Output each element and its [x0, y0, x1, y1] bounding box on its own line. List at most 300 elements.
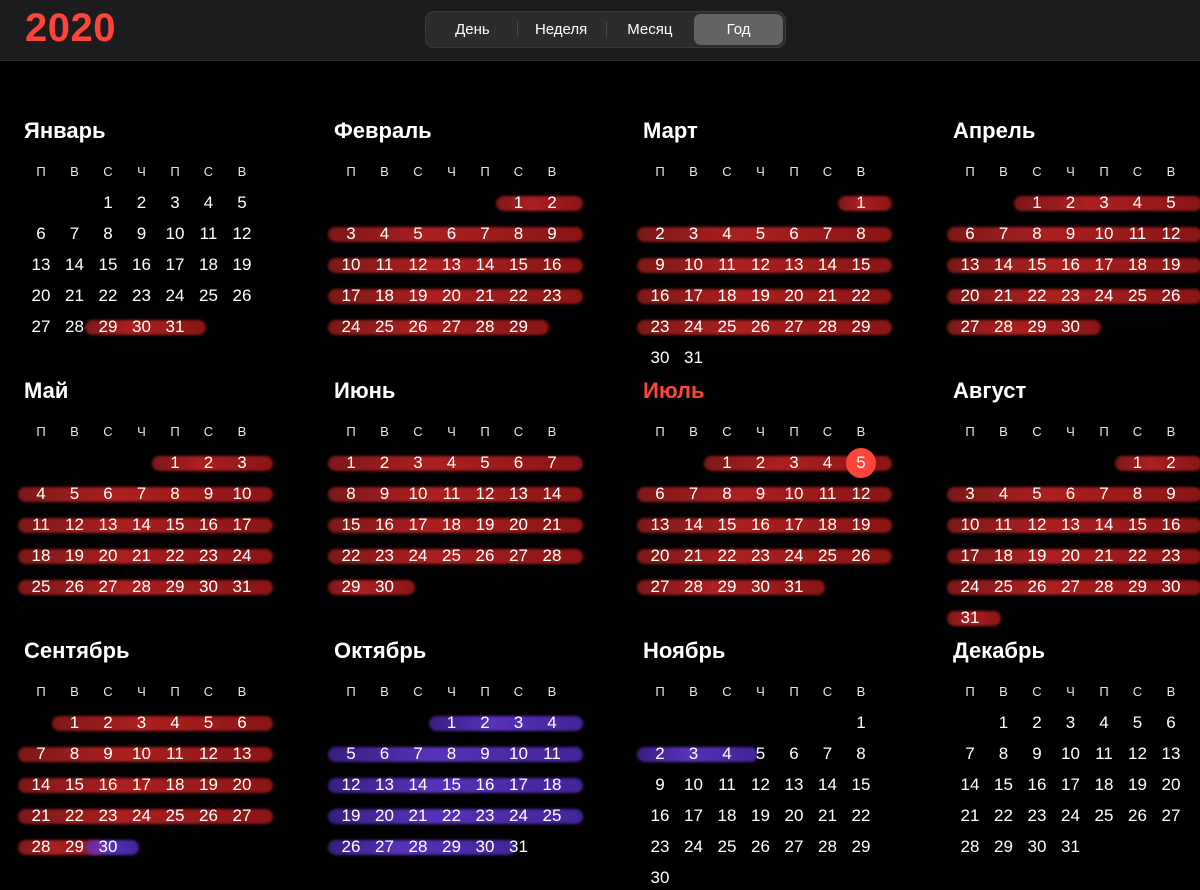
day-cell[interactable]: 7 [468, 223, 502, 245]
day-cell[interactable]: 9 [744, 483, 778, 505]
day-cell[interactable]: 22 [435, 805, 469, 827]
day-cell[interactable]: 22 [502, 285, 536, 307]
day-cell[interactable]: 7 [677, 483, 711, 505]
day-cell[interactable]: 14 [811, 254, 845, 276]
day-cell[interactable]: 3 [158, 192, 192, 214]
day-cell[interactable]: 26 [225, 285, 259, 307]
day-cell[interactable]: 9 [91, 743, 125, 765]
day-cell[interactable]: 8 [435, 743, 469, 765]
day-cell[interactable]: 19 [468, 514, 502, 536]
day-cell[interactable]: 13 [368, 774, 402, 796]
day-cell[interactable]: 28 [401, 836, 435, 858]
day-cell[interactable]: 18 [192, 254, 226, 276]
day-cell[interactable]: 25 [710, 316, 744, 338]
day-cell[interactable]: 27 [777, 316, 811, 338]
day-cell[interactable]: 28 [58, 316, 92, 338]
day-cell[interactable]: 28 [1087, 576, 1121, 598]
day-cell[interactable]: 19 [1121, 774, 1155, 796]
day-cell[interactable]: 16 [643, 285, 677, 307]
day-cell[interactable]: 24 [125, 805, 159, 827]
day-cell[interactable]: 22 [844, 805, 878, 827]
day-cell[interactable]: 1 [1121, 452, 1155, 474]
day-cell[interactable]: 1 [710, 452, 744, 474]
day-cell[interactable]: 5 [192, 712, 226, 734]
day-cell[interactable]: 11 [1121, 223, 1155, 245]
day-cell[interactable]: 19 [1154, 254, 1188, 276]
day-cell[interactable]: 17 [502, 774, 536, 796]
day-cell[interactable]: 22 [58, 805, 92, 827]
day-cell[interactable]: 28 [953, 836, 987, 858]
day-cell[interactable]: 30 [192, 576, 226, 598]
day-cell[interactable]: 5 [1154, 192, 1188, 214]
day-cell[interactable]: 12 [334, 774, 368, 796]
day-cell[interactable]: 30 [1020, 836, 1054, 858]
day-cell[interactable]: 1 [158, 452, 192, 474]
day-cell[interactable]: 28 [468, 316, 502, 338]
day-cell[interactable]: 18 [710, 285, 744, 307]
day-cell[interactable]: 17 [334, 285, 368, 307]
view-month-button[interactable]: Месяц [606, 14, 695, 45]
day-cell[interactable]: 16 [91, 774, 125, 796]
month-name[interactable]: Июнь [334, 378, 395, 404]
day-cell[interactable]: 9 [1154, 483, 1188, 505]
day-cell[interactable]: 28 [535, 545, 569, 567]
day-cell[interactable]: 25 [24, 576, 58, 598]
day-cell[interactable]: 6 [1154, 712, 1188, 734]
day-cell[interactable]: 7 [535, 452, 569, 474]
day-cell[interactable]: 31 [677, 347, 711, 369]
day-cell[interactable]: 14 [677, 514, 711, 536]
day-cell[interactable]: 2 [1154, 452, 1188, 474]
day-cell[interactable]: 7 [125, 483, 159, 505]
day-cell[interactable]: 25 [1087, 805, 1121, 827]
day-cell[interactable]: 29 [844, 316, 878, 338]
day-cell[interactable]: 15 [158, 514, 192, 536]
day-cell[interactable]: 5 [58, 483, 92, 505]
day-cell[interactable]: 16 [125, 254, 159, 276]
day-cell[interactable]: 24 [1087, 285, 1121, 307]
day-cell[interactable]: 25 [435, 545, 469, 567]
day-cell[interactable]: 10 [158, 223, 192, 245]
day-cell[interactable]: 5 [1121, 712, 1155, 734]
day-cell[interactable]: 30 [368, 576, 402, 598]
day-cell[interactable]: 11 [1087, 743, 1121, 765]
day-cell[interactable]: 2 [643, 743, 677, 765]
day-cell[interactable]: 14 [58, 254, 92, 276]
day-cell[interactable]: 15 [710, 514, 744, 536]
day-cell[interactable]: 22 [844, 285, 878, 307]
day-cell[interactable]: 11 [435, 483, 469, 505]
day-cell[interactable]: 22 [710, 545, 744, 567]
day-cell[interactable]: 27 [225, 805, 259, 827]
day-cell[interactable]: 23 [468, 805, 502, 827]
day-cell[interactable]: 2 [643, 223, 677, 245]
day-cell[interactable]: 30 [91, 836, 125, 858]
day-cell[interactable]: 8 [1121, 483, 1155, 505]
day-cell[interactable]: 3 [777, 452, 811, 474]
day-cell[interactable]: 5 [744, 223, 778, 245]
day-cell[interactable]: 24 [502, 805, 536, 827]
day-cell[interactable]: 20 [643, 545, 677, 567]
day-cell[interactable]: 1 [435, 712, 469, 734]
day-cell[interactable]: 22 [334, 545, 368, 567]
day-cell[interactable]: 14 [1087, 514, 1121, 536]
day-cell[interactable]: 23 [535, 285, 569, 307]
day-cell[interactable]: 19 [58, 545, 92, 567]
day-cell[interactable]: 18 [710, 805, 744, 827]
day-cell[interactable]: 28 [677, 576, 711, 598]
day-cell[interactable]: 6 [435, 223, 469, 245]
day-cell[interactable]: 20 [1154, 774, 1188, 796]
day-cell[interactable]: 12 [844, 483, 878, 505]
day-cell[interactable]: 3 [125, 712, 159, 734]
day-cell[interactable]: 14 [125, 514, 159, 536]
day-cell[interactable]: 17 [777, 514, 811, 536]
day-cell[interactable]: 27 [24, 316, 58, 338]
day-cell[interactable]: 24 [953, 576, 987, 598]
day-cell[interactable]: 9 [1054, 223, 1088, 245]
day-cell[interactable]: 6 [368, 743, 402, 765]
day-cell[interactable]: 13 [643, 514, 677, 536]
day-cell[interactable]: 14 [987, 254, 1021, 276]
day-cell[interactable]: 9 [643, 254, 677, 276]
day-cell[interactable]: 10 [502, 743, 536, 765]
day-cell[interactable]: 8 [844, 223, 878, 245]
day-cell[interactable]: 1 [334, 452, 368, 474]
day-cell[interactable]: 17 [677, 805, 711, 827]
day-cell[interactable]: 3 [953, 483, 987, 505]
day-cell[interactable]: 29 [1121, 576, 1155, 598]
day-cell[interactable]: 12 [1121, 743, 1155, 765]
day-cell[interactable]: 31 [225, 576, 259, 598]
day-cell[interactable]: 25 [158, 805, 192, 827]
month-name[interactable]: Ноябрь [643, 638, 725, 664]
day-cell[interactable]: 24 [777, 545, 811, 567]
day-cell[interactable]: 20 [1054, 545, 1088, 567]
day-cell[interactable]: 21 [953, 805, 987, 827]
day-cell[interactable]: 2 [1054, 192, 1088, 214]
day-cell[interactable]: 28 [811, 316, 845, 338]
day-cell[interactable]: 31 [158, 316, 192, 338]
day-cell[interactable]: 3 [1087, 192, 1121, 214]
day-cell[interactable]: 8 [1020, 223, 1054, 245]
day-cell[interactable]: 25 [192, 285, 226, 307]
day-cell[interactable]: 19 [334, 805, 368, 827]
day-cell[interactable]: 11 [368, 254, 402, 276]
day-cell[interactable]: 6 [953, 223, 987, 245]
day-cell[interactable]: 28 [24, 836, 58, 858]
day-cell[interactable]: 2 [192, 452, 226, 474]
month-name[interactable]: Май [24, 378, 68, 404]
day-cell[interactable]: 13 [777, 774, 811, 796]
day-cell[interactable]: 26 [744, 316, 778, 338]
day-cell[interactable]: 25 [1121, 285, 1155, 307]
day-cell[interactable]: 19 [401, 285, 435, 307]
day-cell[interactable]: 5 [1020, 483, 1054, 505]
day-cell[interactable]: 16 [535, 254, 569, 276]
day-cell[interactable]: 25 [535, 805, 569, 827]
day-cell[interactable]: 8 [502, 223, 536, 245]
day-cell[interactable]: 6 [225, 712, 259, 734]
day-cell[interactable]: 21 [58, 285, 92, 307]
day-cell[interactable]: 18 [1121, 254, 1155, 276]
day-cell[interactable]: 17 [225, 514, 259, 536]
month-name[interactable]: Январь [24, 118, 106, 144]
day-cell[interactable]: 23 [1020, 805, 1054, 827]
day-cell[interactable]: 23 [1054, 285, 1088, 307]
day-cell[interactable]: 26 [334, 836, 368, 858]
day-cell[interactable]: 5 [334, 743, 368, 765]
day-cell[interactable]: 19 [192, 774, 226, 796]
day-cell[interactable]: 10 [125, 743, 159, 765]
day-cell[interactable]: 7 [987, 223, 1021, 245]
day-cell[interactable]: 13 [91, 514, 125, 536]
day-cell[interactable]: 4 [811, 452, 845, 474]
view-day-button[interactable]: День [428, 14, 517, 45]
day-cell[interactable]: 17 [677, 285, 711, 307]
month-name[interactable]: Сентябрь [24, 638, 130, 664]
day-cell[interactable]: 11 [158, 743, 192, 765]
day-cell[interactable]: 15 [844, 774, 878, 796]
day-cell[interactable]: 12 [225, 223, 259, 245]
day-cell[interactable]: 10 [401, 483, 435, 505]
day-cell[interactable]: 3 [677, 743, 711, 765]
day-cell[interactable]: 8 [710, 483, 744, 505]
day-cell[interactable]: 13 [1054, 514, 1088, 536]
day-cell[interactable]: 31 [777, 576, 811, 598]
day-cell[interactable]: 24 [225, 545, 259, 567]
month-name[interactable]: Апрель [953, 118, 1035, 144]
day-cell[interactable]: 26 [1020, 576, 1054, 598]
day-cell[interactable]: 1 [844, 192, 878, 214]
day-cell[interactable]: 29 [58, 836, 92, 858]
day-cell[interactable]: 20 [435, 285, 469, 307]
day-cell[interactable]: 20 [777, 285, 811, 307]
day-cell[interactable]: 15 [91, 254, 125, 276]
day-cell[interactable]: 21 [125, 545, 159, 567]
day-cell[interactable]: 11 [710, 774, 744, 796]
day-cell[interactable]: 27 [953, 316, 987, 338]
day-cell[interactable]: 12 [468, 483, 502, 505]
day-cell[interactable]: 18 [368, 285, 402, 307]
day-cell[interactable]: 21 [1087, 545, 1121, 567]
day-cell[interactable]: 30 [468, 836, 502, 858]
day-cell[interactable]: 2 [91, 712, 125, 734]
day-cell[interactable]: 29 [502, 316, 536, 338]
day-cell[interactable]: 16 [1154, 514, 1188, 536]
day-cell[interactable]: 19 [744, 285, 778, 307]
today-day-cell[interactable]: 5 [844, 452, 878, 474]
day-cell[interactable]: 3 [225, 452, 259, 474]
day-cell[interactable]: 19 [744, 805, 778, 827]
day-cell[interactable]: 21 [811, 805, 845, 827]
day-cell[interactable]: 10 [953, 514, 987, 536]
day-cell[interactable]: 30 [744, 576, 778, 598]
day-cell[interactable]: 4 [1121, 192, 1155, 214]
day-cell[interactable]: 18 [158, 774, 192, 796]
day-cell[interactable]: 27 [502, 545, 536, 567]
day-cell[interactable]: 17 [953, 545, 987, 567]
day-cell[interactable]: 23 [91, 805, 125, 827]
day-cell[interactable]: 10 [777, 483, 811, 505]
day-cell[interactable]: 15 [844, 254, 878, 276]
day-cell[interactable]: 29 [1020, 316, 1054, 338]
day-cell[interactable]: 26 [744, 836, 778, 858]
day-cell[interactable]: 24 [1054, 805, 1088, 827]
day-cell[interactable]: 3 [334, 223, 368, 245]
month-name[interactable]: Февраль [334, 118, 432, 144]
day-cell[interactable]: 3 [401, 452, 435, 474]
day-cell[interactable]: 22 [987, 805, 1021, 827]
day-cell[interactable]: 7 [58, 223, 92, 245]
day-cell[interactable]: 21 [401, 805, 435, 827]
day-cell[interactable]: 12 [401, 254, 435, 276]
day-cell[interactable]: 18 [1087, 774, 1121, 796]
day-cell[interactable]: 8 [334, 483, 368, 505]
day-cell[interactable]: 28 [811, 836, 845, 858]
day-cell[interactable]: 4 [24, 483, 58, 505]
day-cell[interactable]: 10 [1054, 743, 1088, 765]
day-cell[interactable]: 27 [643, 576, 677, 598]
day-cell[interactable]: 17 [125, 774, 159, 796]
day-cell[interactable]: 29 [987, 836, 1021, 858]
day-cell[interactable]: 25 [368, 316, 402, 338]
day-cell[interactable]: 6 [777, 743, 811, 765]
day-cell[interactable]: 30 [643, 347, 677, 369]
day-cell[interactable]: 13 [1154, 743, 1188, 765]
day-cell[interactable]: 2 [468, 712, 502, 734]
day-cell[interactable]: 21 [677, 545, 711, 567]
day-cell[interactable]: 23 [643, 836, 677, 858]
day-cell[interactable]: 11 [24, 514, 58, 536]
day-cell[interactable]: 6 [24, 223, 58, 245]
day-cell[interactable]: 15 [435, 774, 469, 796]
day-cell[interactable]: 15 [987, 774, 1021, 796]
day-cell[interactable]: 8 [987, 743, 1021, 765]
day-cell[interactable]: 26 [1154, 285, 1188, 307]
day-cell[interactable]: 23 [744, 545, 778, 567]
day-cell[interactable]: 7 [401, 743, 435, 765]
day-cell[interactable]: 19 [844, 514, 878, 536]
day-cell[interactable]: 1 [987, 712, 1021, 734]
day-cell[interactable]: 31 [953, 607, 987, 629]
day-cell[interactable]: 15 [1020, 254, 1054, 276]
day-cell[interactable]: 1 [58, 712, 92, 734]
day-cell[interactable]: 2 [125, 192, 159, 214]
day-cell[interactable]: 3 [1054, 712, 1088, 734]
view-year-button[interactable]: Год [694, 14, 783, 45]
day-cell[interactable]: 14 [24, 774, 58, 796]
day-cell[interactable]: 23 [368, 545, 402, 567]
day-cell[interactable]: 14 [811, 774, 845, 796]
day-cell[interactable]: 21 [535, 514, 569, 536]
day-cell[interactable]: 24 [677, 836, 711, 858]
day-cell[interactable]: 13 [777, 254, 811, 276]
day-cell[interactable]: 9 [125, 223, 159, 245]
day-cell[interactable]: 26 [58, 576, 92, 598]
day-cell[interactable]: 6 [91, 483, 125, 505]
day-cell[interactable]: 31 [502, 836, 536, 858]
day-cell[interactable]: 11 [811, 483, 845, 505]
day-cell[interactable]: 4 [158, 712, 192, 734]
day-cell[interactable]: 23 [1154, 545, 1188, 567]
day-cell[interactable]: 2 [368, 452, 402, 474]
day-cell[interactable]: 10 [677, 774, 711, 796]
day-cell[interactable]: 18 [987, 545, 1021, 567]
month-name[interactable]: Июль [643, 378, 705, 404]
day-cell[interactable]: 29 [334, 576, 368, 598]
day-cell[interactable]: 15 [502, 254, 536, 276]
day-cell[interactable]: 20 [368, 805, 402, 827]
day-cell[interactable]: 27 [777, 836, 811, 858]
day-cell[interactable]: 5 [401, 223, 435, 245]
day-cell[interactable]: 27 [1154, 805, 1188, 827]
day-cell[interactable]: 5 [225, 192, 259, 214]
day-cell[interactable]: 15 [334, 514, 368, 536]
day-cell[interactable]: 30 [1054, 316, 1088, 338]
day-cell[interactable]: 16 [192, 514, 226, 536]
day-cell[interactable]: 1 [502, 192, 536, 214]
day-cell[interactable]: 14 [401, 774, 435, 796]
day-cell[interactable]: 30 [643, 867, 677, 889]
day-cell[interactable]: 14 [468, 254, 502, 276]
day-cell[interactable]: 1 [844, 712, 878, 734]
day-cell[interactable]: 10 [677, 254, 711, 276]
day-cell[interactable]: 13 [953, 254, 987, 276]
day-cell[interactable]: 12 [192, 743, 226, 765]
day-cell[interactable]: 4 [535, 712, 569, 734]
day-cell[interactable]: 4 [710, 743, 744, 765]
day-cell[interactable]: 16 [1054, 254, 1088, 276]
day-cell[interactable]: 19 [1020, 545, 1054, 567]
day-cell[interactable]: 29 [844, 836, 878, 858]
day-cell[interactable]: 9 [643, 774, 677, 796]
day-cell[interactable]: 6 [777, 223, 811, 245]
day-cell[interactable]: 16 [744, 514, 778, 536]
day-cell[interactable]: 8 [91, 223, 125, 245]
day-cell[interactable]: 20 [91, 545, 125, 567]
view-week-button[interactable]: Неделя [517, 14, 606, 45]
day-cell[interactable]: 16 [1020, 774, 1054, 796]
day-cell[interactable]: 4 [368, 223, 402, 245]
day-cell[interactable]: 5 [744, 743, 778, 765]
day-cell[interactable]: 10 [225, 483, 259, 505]
day-cell[interactable]: 20 [225, 774, 259, 796]
day-cell[interactable]: 29 [435, 836, 469, 858]
day-cell[interactable]: 8 [844, 743, 878, 765]
day-cell[interactable]: 17 [1054, 774, 1088, 796]
month-name[interactable]: Август [953, 378, 1026, 404]
day-cell[interactable]: 15 [58, 774, 92, 796]
day-cell[interactable]: 16 [368, 514, 402, 536]
day-cell[interactable]: 9 [192, 483, 226, 505]
day-cell[interactable]: 12 [1020, 514, 1054, 536]
day-cell[interactable]: 16 [643, 805, 677, 827]
day-cell[interactable]: 9 [535, 223, 569, 245]
day-cell[interactable]: 9 [368, 483, 402, 505]
day-cell[interactable]: 24 [401, 545, 435, 567]
day-cell[interactable]: 8 [58, 743, 92, 765]
day-cell[interactable]: 6 [643, 483, 677, 505]
day-cell[interactable]: 6 [502, 452, 536, 474]
day-cell[interactable]: 1 [91, 192, 125, 214]
day-cell[interactable]: 7 [953, 743, 987, 765]
day-cell[interactable]: 30 [125, 316, 159, 338]
day-cell[interactable]: 21 [468, 285, 502, 307]
day-cell[interactable]: 24 [677, 316, 711, 338]
day-cell[interactable]: 17 [158, 254, 192, 276]
day-cell[interactable]: 26 [468, 545, 502, 567]
